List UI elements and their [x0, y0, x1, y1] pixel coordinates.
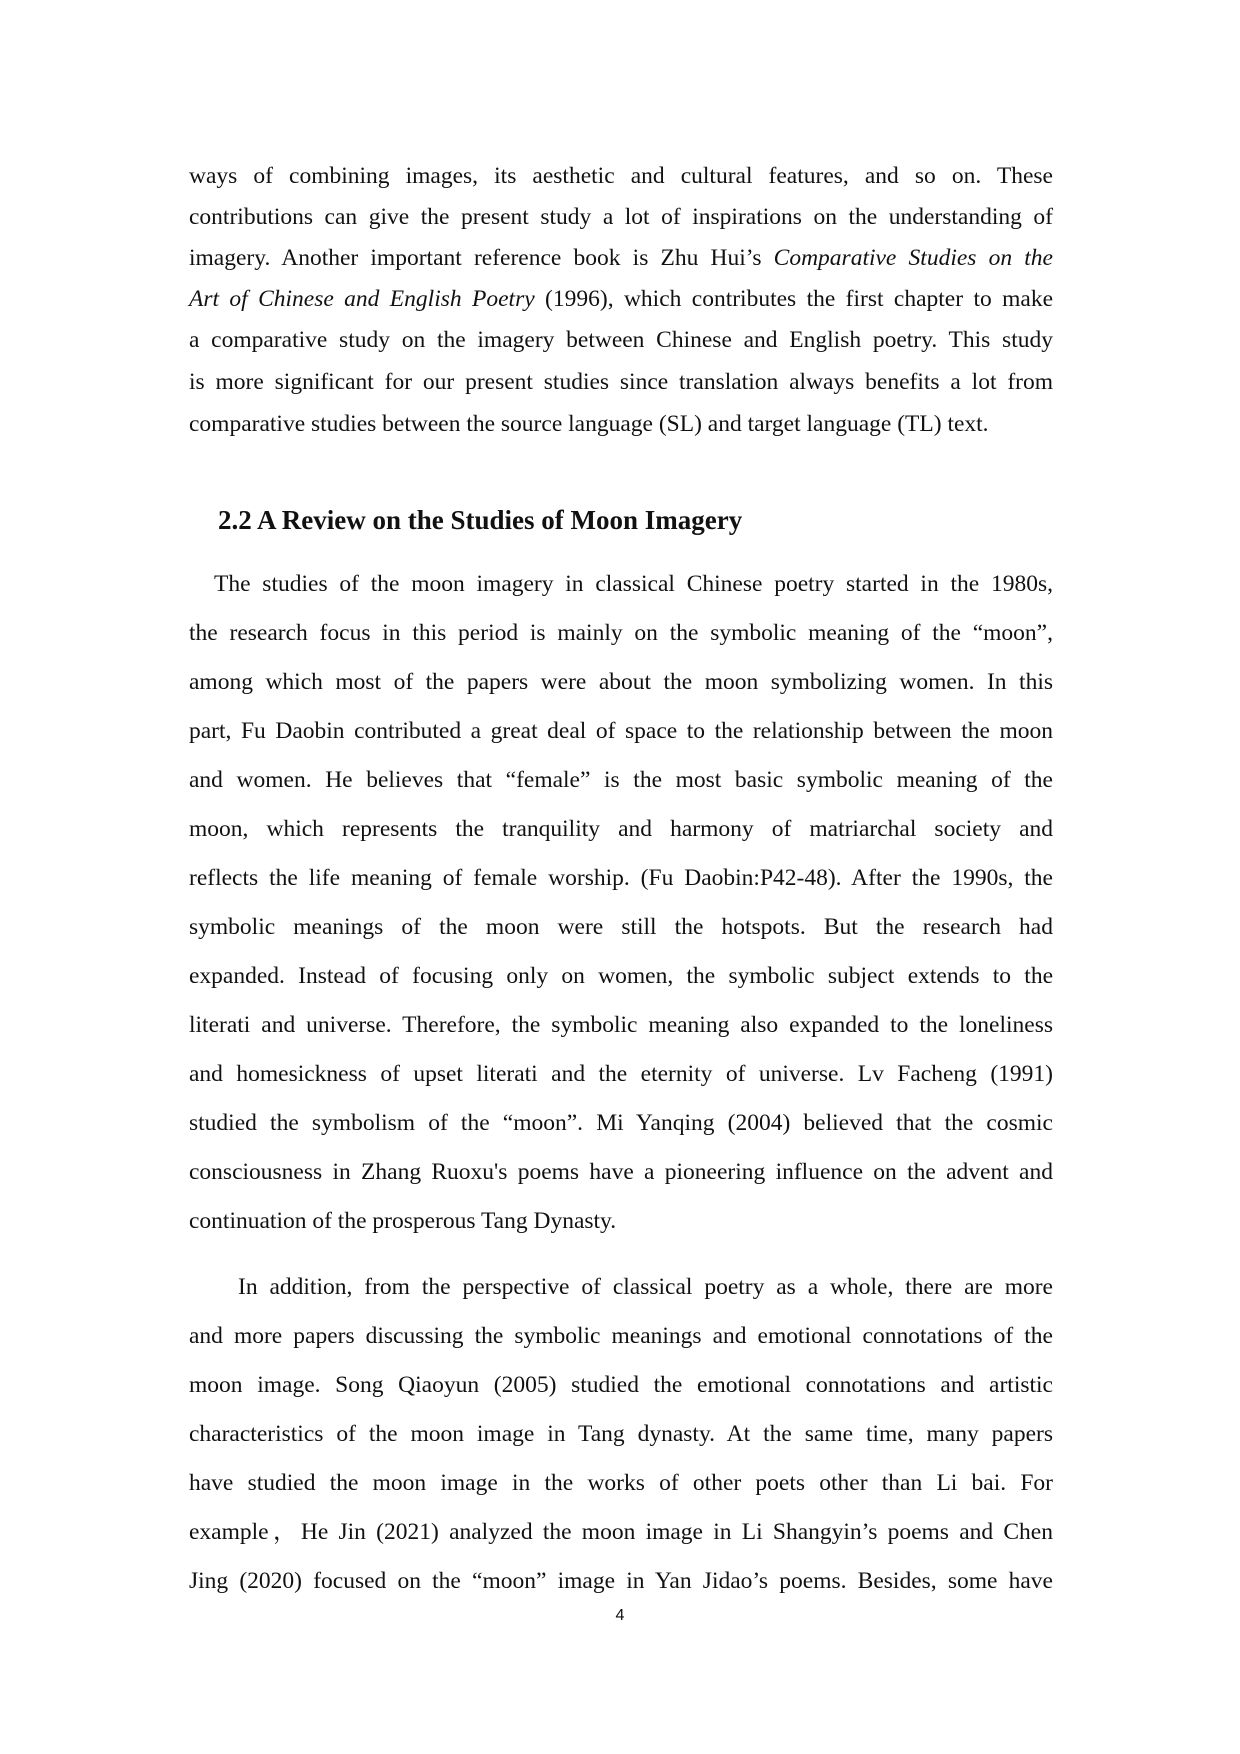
- paragraph-2-line-11: and homesickness of upset literati and the eternity of universe. Lv Facheng (1991): [189, 1061, 1053, 1087]
- paragraph-1-line-3: [189, 243, 1053, 273]
- paragraph-2-line-6: moon, which represents the tranquility and harmony of matriarchal society and: [189, 816, 1053, 842]
- paragraph-2-line-14: continuation of the prosperous Tang Dynasty.: [189, 1208, 617, 1234]
- paragraph-3-line-6: example，He Jin (2021) analyzed the moon image in Li Shangyin’s poems and Chen: [189, 1519, 1053, 1545]
- paragraph-3-line-2: and more papers discussing the symbolic meanings and emotional connotations of the: [189, 1323, 1053, 1349]
- paragraph-2-line-2: the research focus in this period is mainly on the symbolic meaning of the “moon”,: [189, 620, 1053, 646]
- paragraph-1-line-1: ways of combining images, its aesthetic and cultural features, and so on. These: [189, 163, 1053, 189]
- paragraph-1-line-6: is more significant for our present studies since translation always benefits a lot from: [189, 369, 1053, 395]
- paragraph-1-line-4-text: (1996), which contributes the first chapter to make: [534, 286, 1053, 312]
- paragraph-2-line-10: literati and universe. Therefore, the symbolic meaning also expanded to the loneliness: [189, 1012, 1053, 1038]
- section-heading: 2.2 A Review on the Studies of Moon Imagery: [218, 505, 743, 535]
- paragraph-1-line-5: a comparative study on the imagery between Chinese and English poetry. This study: [189, 327, 1053, 353]
- book-title-part-1: Comparative Studies on the: [773, 245, 1053, 271]
- paragraph-3-line-7: Jing (2020) focused on the “moon” image in Yan Jidao’s poems. Besides, some have: [189, 1568, 1053, 1594]
- paragraph-1-line-2: contributions can give the present study a lot of inspirations on the understanding of: [189, 204, 1053, 230]
- paragraph-2-line-8: symbolic meanings of the moon were still the hotspots. But the research had: [189, 914, 1053, 940]
- paragraph-2-line-4: part, Fu Daobin contributed a great deal of space to the relationship between the moon: [189, 718, 1053, 744]
- paragraph-2-line-7: reflects the life meaning of female worship. (Fu Daobin:P42-48). After the 1990s, the: [189, 865, 1053, 891]
- paragraph-2-line-1: The studies of the moon imagery in classical Chinese poetry started in the 1980s,: [214, 571, 1053, 597]
- paragraph-1-line-7: comparative studies between the source language (SL) and target language (TL) text.: [189, 411, 989, 437]
- paragraph-3-line-4: characteristics of the moon image in Tang dynasty. At the same time, many papers: [189, 1421, 1053, 1447]
- paragraph-3-line-3: moon image. Song Qiaoyun (2005) studied the emotional connotations and artistic: [189, 1372, 1053, 1398]
- paragraph-3-line-1: In addition, from the perspective of classical poetry as a whole, there are more: [238, 1274, 1053, 1300]
- paragraph-1-line-4: [189, 284, 1053, 314]
- paragraph-2-line-9: expanded. Instead of focusing only on women, the symbolic subject extends to the: [189, 963, 1053, 989]
- paragraph-2-line-13: consciousness in Zhang Ruoxu's poems have a pioneering influence on the advent and: [189, 1159, 1053, 1185]
- paragraph-3-line-5: have studied the moon image in the works of other poets other than Li bai. For: [189, 1470, 1053, 1496]
- paragraph-2-line-12: studied the symbolism of the “moon”. Mi Yanqing (2004) believed that the cosmic: [189, 1110, 1053, 1136]
- paragraph-2-line-3: among which most of the papers were about the moon symbolizing women. In this: [189, 669, 1053, 695]
- paragraph-1-line-3-text: imagery. Another important reference book is Zhu Hui’s: [189, 245, 774, 271]
- book-title-part-2: Art of Chinese and English Poetry: [189, 286, 535, 312]
- paragraph-2-line-5: and women. He believes that “female” is the most basic symbolic meaning of the: [189, 767, 1053, 793]
- page-number: 4: [615, 1607, 625, 1624]
